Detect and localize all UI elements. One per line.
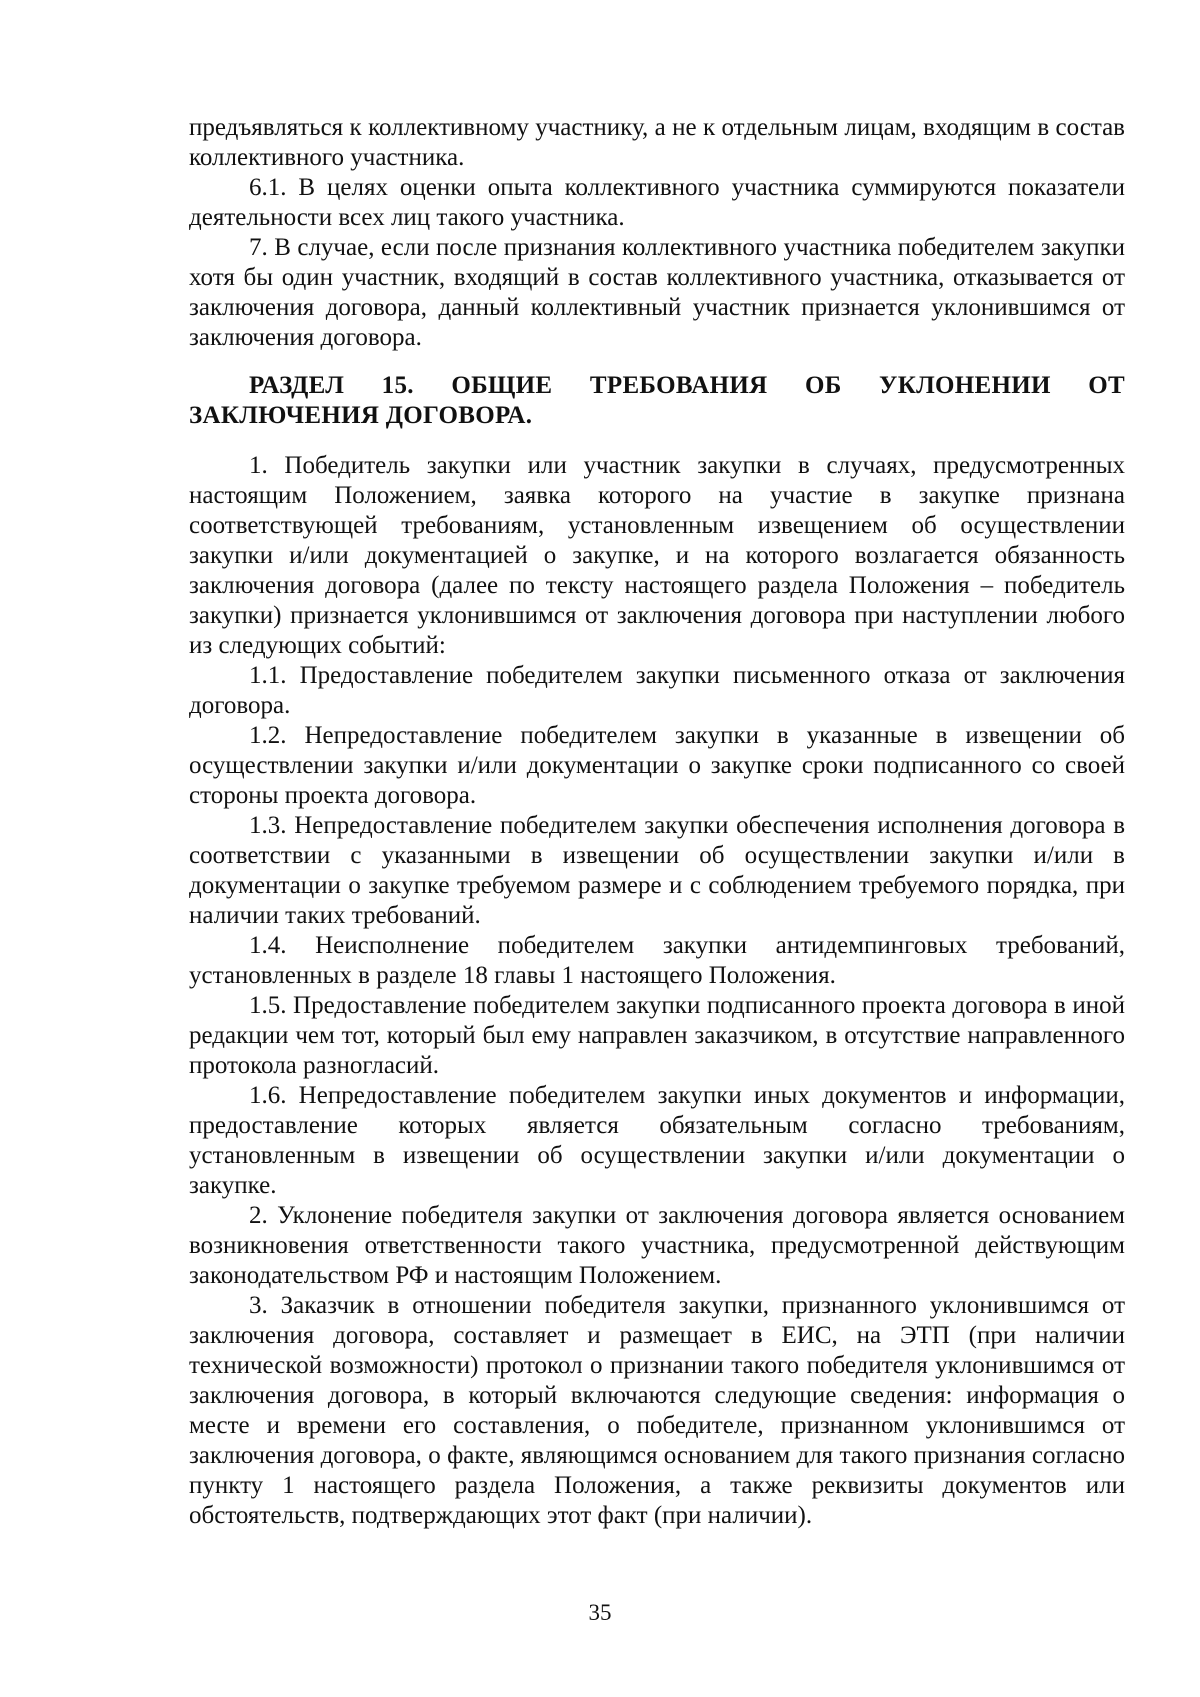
paragraph-continuation: предъявляться к коллективному участнику, а не к отдельным лицам, входящим в состав коллективного участника.	[189, 114, 1125, 171]
paragraph-6-1: 6.1. В целях оценки опыта коллективного участника суммируются показатели деятельности всех лиц такого участника.	[189, 174, 1125, 231]
document-page	[189, 113, 1125, 1531]
paragraph-1-6: 1.6. Непредоставление победителем закупки иных документов и информации, предоставление которых является обязательным согласно требованиям, установленным в извещении об осуществлении закупки и/или документации о закупке.	[189, 1082, 1125, 1199]
paragraph-1-5: 1.5. Предоставление победителем закупки подписанного проекта договора в иной редакции чем тот, который был ему направлен заказчиком, в отсутствие направленного протокола разногласий.	[189, 992, 1125, 1079]
paragraph-1-2: 1.2. Непредоставление победителем закупки в указанные в извещении об осуществлении закупки и/или документации о закупке сроки подписанного со своей стороны проекта договора.	[189, 722, 1125, 809]
paragraph-1: 1. Победитель закупки или участник закупки в случаях, предусмотренных настоящим Положением, заявка которого на участие в закупке признана соответствующей требованиям, установленным извещением об осуществлении закупки и/или документацией о закупке, и на которого возлагается обязанность заключения договора (далее по тексту настоящего раздела Положения – победитель закупки) признается уклонившимся от заключения договора при наступлении любого из следующих событий:	[189, 452, 1125, 659]
paragraph-1-1: 1.1. Предоставление победителем закупки письменного отказа от заключения договора.	[189, 662, 1125, 719]
paragraph-3: 3. Заказчик в отношении победителя закупки, признанного уклонившимся от заключения договора, составляет и размещает в ЕИС, на ЭТП (при наличии технической возможности) протокол о признании такого победителя уклонившимся от заключения договора, в который включаются следующие сведения: информация о месте и времени его составления, о победителе, признанном уклонившимся от заключения договора, о факте, являющимся основанием для такого признания согласно пункту 1 настоящего раздела Положения, а также реквизиты документов или обстоятельств, подтверждающих этот факт (при наличии).	[189, 1292, 1125, 1529]
section-heading: РАЗДЕЛ 15. ОБЩИЕ ТРЕБОВАНИЯ ОБ УКЛОНЕНИИ ОТ ЗАКЛЮЧЕНИЯ ДОГОВОРА.	[189, 372, 1125, 429]
page-number: 35	[588, 1600, 612, 1625]
paragraph-7: 7. В случае, если после признания коллективного участника победителем закупки хотя бы один участник, входящий в состав коллективного участника, отказывается от заключения договора, данный коллективный участник признается уклонившимся от заключения договора.	[189, 234, 1125, 351]
paragraph-2: 2. Уклонение победителя закупки от заключения договора является основанием возникновения ответственности такого участника, предусмотренной действующим законодательством РФ и настоящим Положением.	[189, 1202, 1125, 1289]
paragraph-1-3: 1.3. Непредоставление победителем закупки обеспечения исполнения договора в соответствии с указанными в извещении об осуществлении закупки и/или в документации о закупке требуемом размере и с соблюдением требуемого порядка, при наличии таких требований.	[189, 812, 1125, 929]
paragraph-1-4: 1.4. Неисполнение победителем закупки антидемпинговых требований, установленных в разделе 18 главы 1 настоящего Положения.	[189, 932, 1125, 989]
